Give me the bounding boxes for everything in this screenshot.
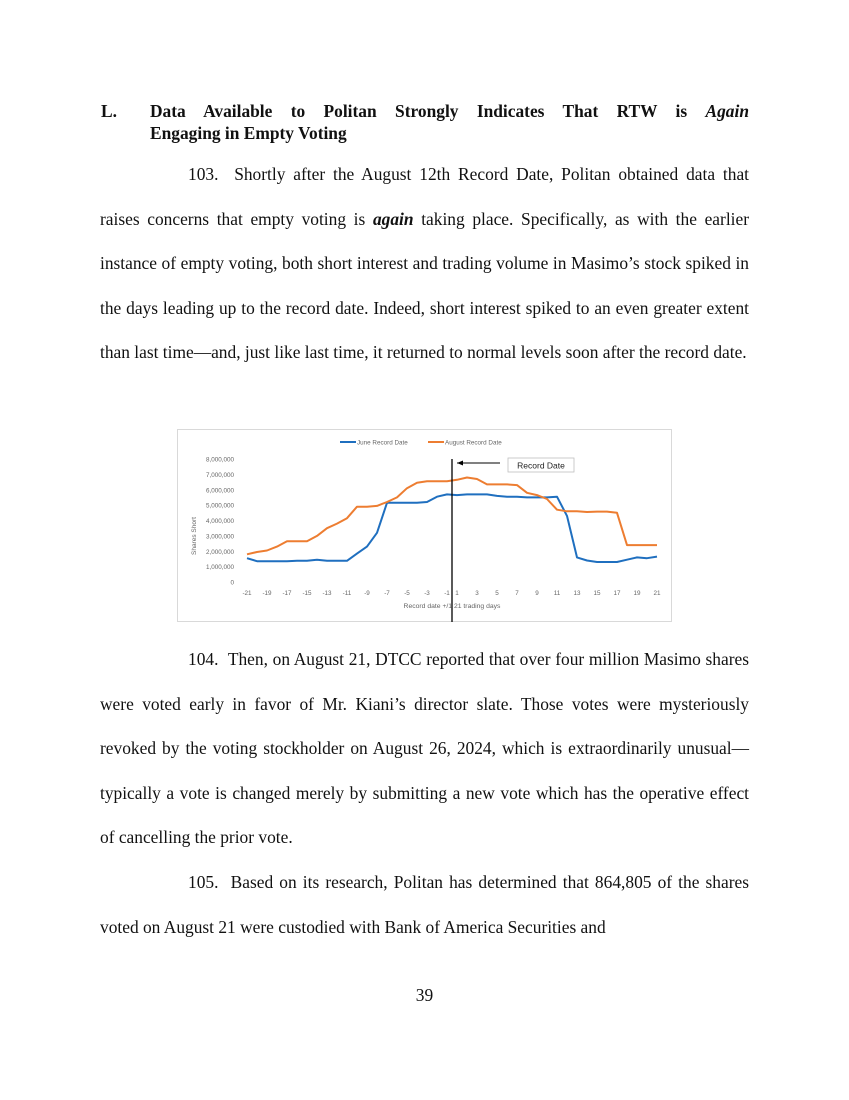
x-tick-label: 3 — [475, 590, 479, 597]
x-tick-label: -17 — [282, 590, 292, 597]
y-tick-label: 5,000,000 — [205, 502, 234, 510]
section-label: L. — [101, 101, 117, 121]
paragraph-number: 103. — [188, 164, 219, 184]
x-tick-label: 15 — [593, 590, 601, 597]
emphasis-again: again — [372, 208, 414, 229]
y-tick-label: 4,000,000 — [205, 518, 234, 525]
section-title-line1: Data Available to Politan Strongly Indicates That RTW is Again — [150, 101, 749, 121]
legend-label: August Record Date — [445, 439, 502, 447]
section-title-italic: Again — [705, 101, 749, 121]
x-tick-label: -5 — [404, 590, 410, 597]
x-tick-label: -7 — [384, 590, 390, 597]
paragraph-103: 103. Shortly after the August 12th Record Date, Politan obtained data that raises concerns that empty voting is again taking place. Specifically, as with the earlier instance of empty voting, both short interest and trading volume in Masimo’s stock spiked in the days leading up to the record date. Indeed, short interest spiked to an even greater extent than last time—and, just like last time, it returned to normal levels soon after the record date. — [100, 164, 749, 362]
section-title — [150, 100, 749, 144]
x-tick-label: 13 — [573, 590, 581, 597]
x-tick-label: 5 — [495, 590, 499, 597]
x-tick-label: -1 — [444, 590, 450, 597]
page-number: 39 — [415, 985, 434, 1005]
paragraph-104: 104. Then, on August 21, DTCC reported that over four million Masimo shares were voted early in favor of Mr. Kiani’s director slate. Those votes were mysteriously revoked by the voting stockholder on August 26, 2024, which is extraordinarily unusual—typically a vote is changed merely by submitting a new vote which has the operative effect of cancelling the prior vote. — [100, 649, 749, 847]
x-tick-label: -19 — [262, 590, 272, 597]
y-tick-label: 2,000,000 — [205, 548, 234, 556]
x-tick-label: 19 — [633, 590, 641, 597]
y-tick-label: 3,000,000 — [205, 533, 234, 541]
x-tick-label: 21 — [653, 590, 661, 597]
y-tick-label: 6,000,000 — [205, 487, 234, 495]
x-tick-label: -3 — [424, 590, 430, 597]
section-title-line2: Engaging in Empty Voting — [150, 123, 347, 143]
y-tick-label: 1,000,000 — [205, 564, 234, 572]
x-tick-label: 9 — [535, 590, 539, 597]
y-tick-label: 0 — [230, 579, 234, 587]
legend-label: June Record Date — [357, 439, 408, 447]
y-axis — [206, 457, 235, 587]
x-tick-label: -11 — [342, 590, 352, 597]
x-tick-label: -15 — [302, 590, 312, 597]
x-tick-label: -9 — [364, 590, 370, 597]
short-interest-chart — [177, 429, 672, 622]
paragraph-number: 105. — [188, 872, 219, 892]
paragraph-number: 104. — [188, 649, 219, 669]
x-tick-label: 11 — [553, 590, 561, 597]
x-tick-label: -13 — [322, 590, 332, 597]
y-tick-label: 8,000,000 — [205, 456, 234, 464]
paragraph-105: 105. Based on its research, Politan has determined that 864,805 of the shares voted on August 21 were custodied with Bank of America Securities and — [100, 872, 749, 937]
x-tick-label: 7 — [515, 590, 519, 597]
y-axis-title: Shares Short — [191, 517, 198, 555]
x-tick-label: -21 — [242, 590, 252, 597]
x-tick-label: 17 — [613, 590, 621, 597]
y-tick-label: 7,000,000 — [205, 471, 234, 479]
x-tick-label: 1 — [455, 590, 459, 597]
section-heading — [101, 100, 749, 144]
x-axis-title: Record date +/1 21 trading days — [403, 603, 501, 610]
record-date-annotation: Record Date — [517, 460, 565, 471]
